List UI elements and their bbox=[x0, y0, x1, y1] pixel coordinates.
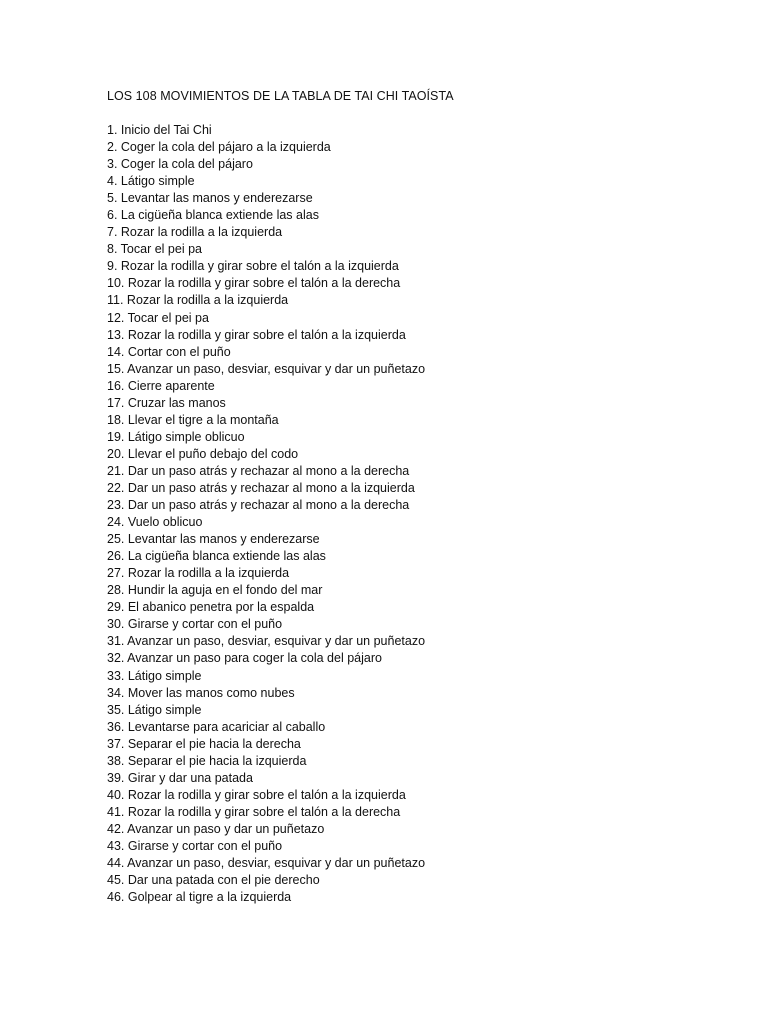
list-item: 11. Rozar la rodilla a la izquierda bbox=[107, 293, 289, 308]
list-item: 45. Dar una patada con el pie derecho bbox=[107, 873, 320, 888]
list-item: 28. Hundir la aguja en el fondo del mar bbox=[107, 583, 323, 598]
list-item: 18. Llevar el tigre a la montaña bbox=[107, 412, 279, 427]
list-item: 7. Rozar la rodilla a la izquierda bbox=[107, 225, 283, 240]
list-item: 30. Girarse y cortar con el puño bbox=[107, 617, 283, 632]
list-item: 2. Coger la cola del pájaro a la izquierda bbox=[107, 140, 331, 155]
list-item: 1. Inicio del Tai Chi bbox=[107, 123, 212, 137]
list-item: 40. Rozar la rodilla y girar sobre el talón a la izquierda bbox=[107, 787, 406, 802]
list-item: 8. Tocar el pei pa bbox=[107, 242, 202, 257]
list-item: 13. Rozar la rodilla y girar sobre el talón a la izquierda bbox=[107, 327, 406, 342]
list-item: 33. Látigo simple bbox=[107, 668, 202, 683]
list-item: 36. Levantarse para acariciar al caballo bbox=[107, 719, 326, 734]
list-item: 34. Mover las manos como nubes bbox=[107, 685, 295, 700]
list-item: 39. Girar y dar una patada bbox=[107, 770, 253, 785]
document-title: LOS 108 MOVIMIENTOS DE LA TABLA DE TAI CHI TAOÍSTA bbox=[107, 89, 454, 103]
list-item: 38. Separar el pie hacia la izquierda bbox=[107, 753, 307, 768]
list-item: 43. Girarse y cortar con el puño bbox=[107, 838, 283, 853]
list-item: 41. Rozar la rodilla y girar sobre el talón a la derecha bbox=[107, 804, 401, 819]
list-item: 22. Dar un paso atrás y rechazar al mono a la izquierda bbox=[107, 480, 415, 495]
list-item: 4. Látigo simple bbox=[107, 174, 195, 189]
list-item: 5. Levantar las manos y enderezarse bbox=[107, 191, 313, 206]
list-item: 26. La cigüeña blanca extiende las alas bbox=[107, 549, 326, 564]
list-item: 27. Rozar la rodilla a la izquierda bbox=[107, 566, 290, 581]
list-item: 24. Vuelo oblicuo bbox=[107, 515, 203, 530]
list-item: 32. Avanzar un paso para coger la cola del pájaro bbox=[107, 651, 382, 666]
list-item: 6. La cigüeña blanca extiende las alas bbox=[107, 208, 319, 223]
list-item: 14. Cortar con el puño bbox=[107, 344, 231, 359]
list-item: 19. Látigo simple oblicuo bbox=[107, 429, 245, 444]
list-item: 42. Avanzar un paso y dar un puñetazo bbox=[107, 821, 325, 836]
list-item: 12. Tocar el pei pa bbox=[107, 310, 209, 325]
list-item: 9. Rozar la rodilla y girar sobre el talón a la izquierda bbox=[107, 259, 399, 274]
list-item: 37. Separar el pie hacia la derecha bbox=[107, 736, 301, 751]
list-item: 44. Avanzar un paso, desviar, esquivar y dar un puñetazo bbox=[107, 856, 426, 871]
list-item: 29. El abanico penetra por la espalda bbox=[107, 600, 315, 615]
list-item: 17. Cruzar las manos bbox=[107, 395, 226, 410]
list-item: 15. Avanzar un paso, desviar, esquivar y dar un puñetazo bbox=[107, 361, 426, 376]
list-item: 31. Avanzar un paso, desviar, esquivar y dar un puñetazo bbox=[107, 634, 426, 649]
list-item: 46. Golpear al tigre a la izquierda bbox=[107, 890, 292, 905]
list-item: 25. Levantar las manos y enderezarse bbox=[107, 532, 320, 547]
list-item: 16. Cierre aparente bbox=[107, 378, 215, 393]
list-item: 21. Dar un paso atrás y rechazar al mono a la derecha bbox=[107, 463, 410, 478]
list-item: 35. Látigo simple bbox=[107, 702, 202, 717]
list-item: 10. Rozar la rodilla y girar sobre el talón a la derecha bbox=[107, 276, 401, 291]
list-item: 20. Llevar el puño debajo del codo bbox=[107, 446, 299, 461]
movement-list bbox=[107, 122, 425, 906]
list-item: 3. Coger la cola del pájaro bbox=[107, 157, 253, 172]
list-item: 23. Dar un paso atrás y rechazar al mono a la derecha bbox=[107, 498, 410, 513]
